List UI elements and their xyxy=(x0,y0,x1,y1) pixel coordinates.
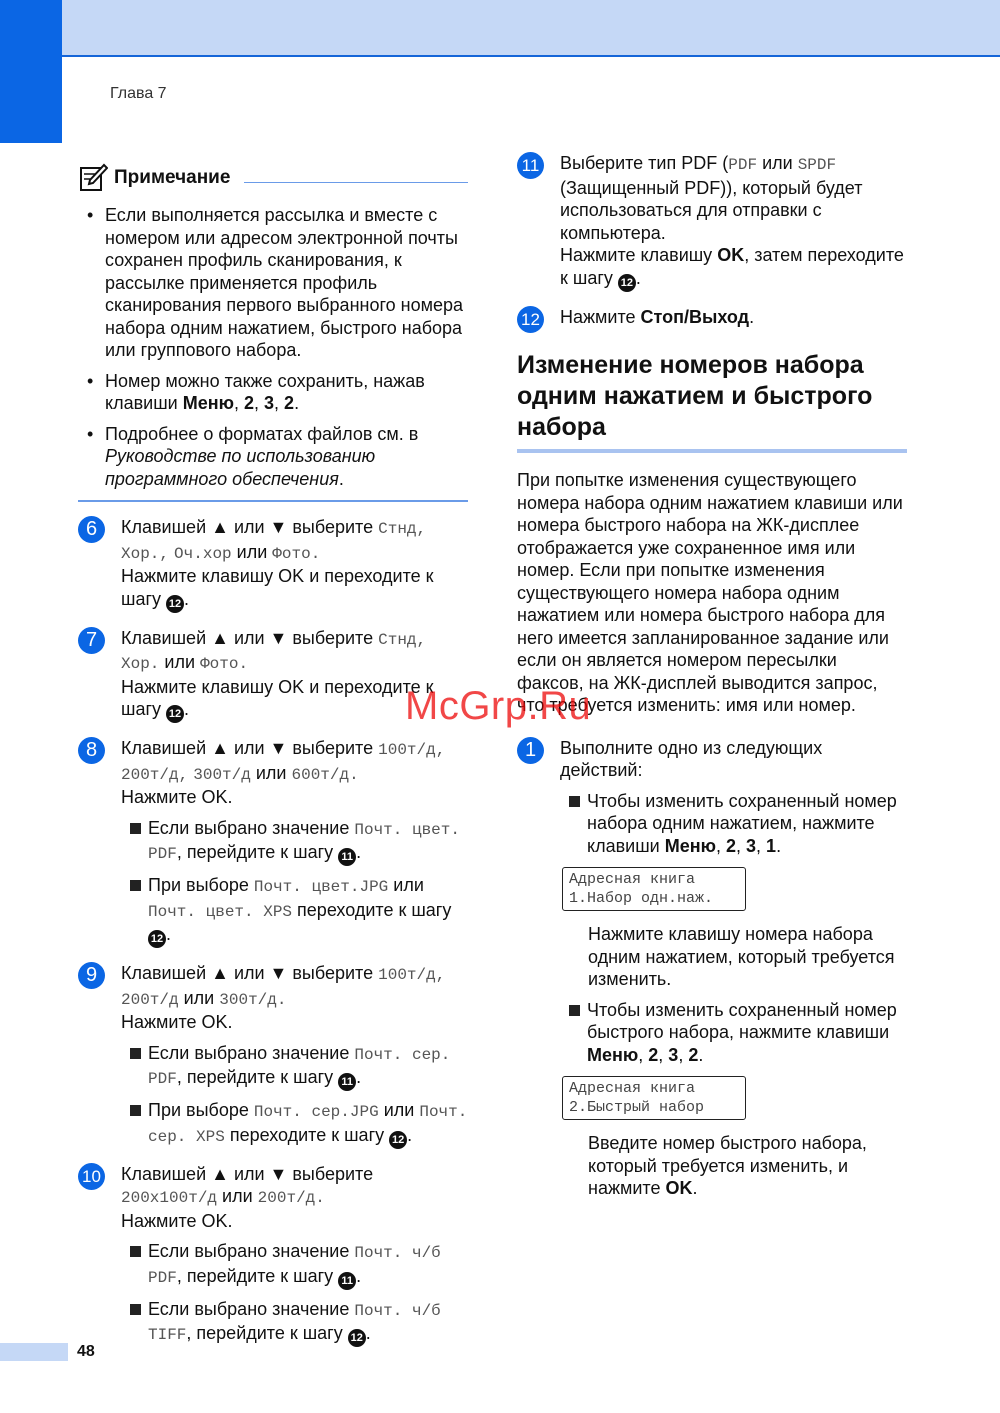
step-number-badge: 9 xyxy=(78,962,105,989)
note-header xyxy=(78,160,468,196)
note-pencil-icon xyxy=(78,163,108,193)
step-8: 8 Клавишей ▲ или ▼ выберите 100т/д, 200т/д, 300т/д или 600т/д. Нажмите OK. Если выбрано значение Почт. цвет. PDF, перейдите к шагу 11 . При выборе Почт. цвет.JPG или Почт. цвет. XPS переходите к шагу 12 . xyxy=(78,737,468,948)
step-number-badge: 10 xyxy=(78,1163,105,1190)
left-column xyxy=(78,160,468,1347)
right-column xyxy=(517,152,907,1200)
step-number-badge: 7 xyxy=(78,627,105,654)
note-bullet: • Подробнее о форматах файлов см. в Руководстве по использованию программного обеспечения. xyxy=(78,423,468,491)
sub-bullet: Если выбрано значение Почт. ч/б TIFF, перейдите к шагу 12 . xyxy=(121,1298,468,1348)
lcd-display: Адресная книга 1.Набор одн.наж. xyxy=(562,867,746,911)
right-step-1: 1 Выполните одно из следующих действий: Чтобы изменить сохраненный номер набора одним нажатием, нажмите клавиши Меню, 2, 3, 1. xyxy=(517,737,907,858)
sub-bullet: При выборе Почт. цвет.JPG или Почт. цвет. XPS переходите к шагу 12 . xyxy=(121,874,468,948)
note-title: Примечание xyxy=(114,166,231,188)
note-box xyxy=(78,160,468,502)
step-ref-icon: 12 xyxy=(166,705,184,723)
footer-band xyxy=(0,1343,68,1361)
step-ref-icon: 12 xyxy=(148,930,166,948)
step-number-badge: 12 xyxy=(517,306,544,333)
step-ref-icon: 12 xyxy=(389,1131,407,1149)
step-number-badge: 1 xyxy=(517,737,544,764)
step-ref-icon: 11 xyxy=(338,1272,356,1290)
step-11: 11 Выберите тип PDF (PDF или SPDF (Защищенный PDF)), который будет использоваться для отправки с компьютера. Нажмите клавишу OK, затем переходите к шагу 12 . xyxy=(517,152,907,292)
watermark: McGrp.Ru xyxy=(405,684,592,728)
instruction-text: Нажмите клавишу номера набора одним нажатием, который требуется изменить. xyxy=(588,924,895,989)
sub-bullet-wrap xyxy=(517,999,907,1067)
instruction-text: Введите номер быстрого набора, который требуется изменить, и нажмите OK. xyxy=(588,1133,867,1198)
step-ref-icon: 12 xyxy=(166,595,184,613)
step-7: 7 Клавишей ▲ или ▼ выберите Стнд, Хор. или Фото. Нажмите клавишу OK и переходите к шагу 12 . xyxy=(78,627,468,724)
step-12: 12 Нажмите Стоп/Выход. xyxy=(517,306,907,329)
sub-bullet: Чтобы изменить сохраненный номер набора одним нажатием, нажмите клавиши Меню, 2, 3, 1. xyxy=(560,790,907,858)
lcd-display: Адресная книга 2.Быстрый набор xyxy=(562,1076,746,1120)
step-ref-icon: 12 xyxy=(618,274,636,292)
sub-bullet: Если выбрано значение Почт. сер. PDF, перейдите к шагу 11 . xyxy=(121,1042,468,1092)
chapter-tab xyxy=(0,0,62,143)
header-band xyxy=(0,0,1000,57)
step-10: 10 Клавишей ▲ или ▼ выберите 200х100т/д или 200т/д. Нажмите OK. Если выбрано значение Почт. ч/б PDF, перейдите к шагу 11 . Если выбрано значение Почт. ч/б TIFF, перейдите к шагу 12 . xyxy=(78,1163,468,1348)
section-intro: При попытке изменения существующего номера набора одним нажатием клавиши или номера быстрого набора на ЖК-дисплее отображается уже сохраненное имя или номер. Если при попытке изменения существующего номера набора одним нажатием или номера быстрого набора для него имеется запланированное задание или если он является номером пересылки факсов, на ЖК-дисплей выводится запрос, что требуется изменить: имя или номер. xyxy=(517,470,903,715)
note-bullet: • Если выполняется рассылка и вместе с номером или адресом электронной почты сохранен профиль сканирования, к рассылке применяется профиль сканирования первого выбранного номера набора одним нажатием, быстрого набора или группового набора. xyxy=(78,204,468,362)
section-title: Изменение номеров набора одним нажатием и быстрого набора xyxy=(517,351,873,441)
step-ref-icon: 11 xyxy=(338,848,356,866)
chapter-label: Глава 7 xyxy=(110,85,167,102)
section-rule xyxy=(517,449,907,453)
step-number-badge: 11 xyxy=(517,152,544,179)
step-ref-icon: 12 xyxy=(348,1329,366,1347)
step-ref-icon: 11 xyxy=(338,1073,356,1091)
step-number-badge: 8 xyxy=(78,737,105,764)
sub-bullet: Чтобы изменить сохраненный номер быстрого набора, нажмите клавиши Меню, 2, 3, 2. xyxy=(560,999,907,1067)
note-bullet: • Номер можно также сохранить, нажав клавиши Меню, 2, 3, 2. xyxy=(78,370,468,415)
sub-bullet: При выборе Почт. сер.JPG или Почт. сер. XPS переходите к шагу 12 . xyxy=(121,1099,468,1149)
sub-bullet: Если выбрано значение Почт. цвет. PDF, перейдите к шагу 11 . xyxy=(121,817,468,867)
note-bottom-rule xyxy=(78,500,468,502)
page-number: 48 xyxy=(77,1343,95,1360)
step-number-badge: 6 xyxy=(78,516,105,543)
sub-bullet: Если выбрано значение Почт. ч/б PDF, перейдите к шагу 11 . xyxy=(121,1240,468,1290)
note-rule xyxy=(244,182,468,183)
step-9: 9 Клавишей ▲ или ▼ выберите 100т/д, 200т/д или 300т/д. Нажмите OK. Если выбрано значение Почт. сер. PDF, перейдите к шагу 11 . При выборе Почт. сер.JPG или Почт. сер. XPS переходите к шагу 12 . xyxy=(78,962,468,1149)
step-6: 6 Клавишей ▲ или ▼ выберите Стнд, Хор., Оч.хор или Фото. Нажмите клавишу OK и переходите к шагу 12 . xyxy=(78,516,468,613)
